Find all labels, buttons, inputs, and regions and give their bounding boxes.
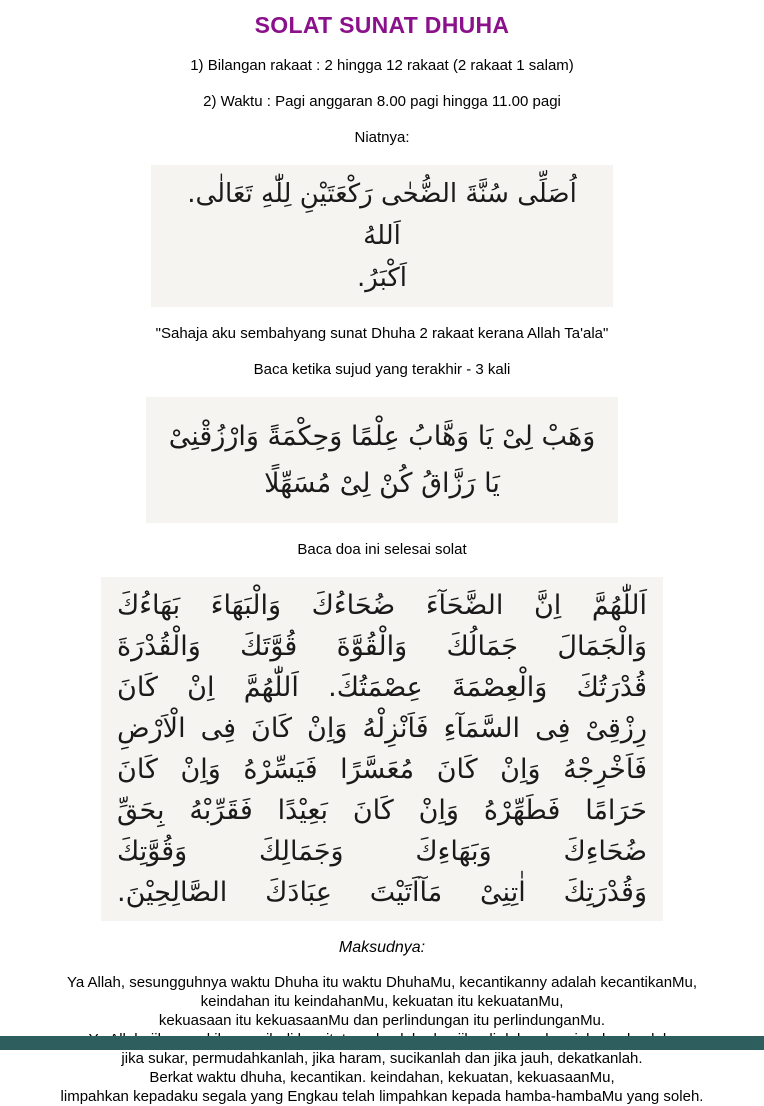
niat-arabic-image	[151, 165, 613, 307]
doa-arabic-line: ضُحَاءِكَ وَبَهَاءِكَ وَجَمَالِكَ وَقُوَّتِكَ	[117, 836, 647, 867]
niat-meaning: "Sahaja aku sembahyang sunat Dhuha 2 rakaat kerana Allah Ta'ala"	[155, 325, 609, 342]
doa-arabic-line: وَقُدْرَتِكَ اٰتِنِىْ مَآاَتَيْتَ عِبَادَكَ الصَّالِحِيْنَ.	[117, 877, 647, 908]
doa-arabic-line: اَللّٰهُمَّ اِنَّ الضَّحَآءَ ضُحَاءُكَ وَالْبَهَاءَ بَهَاءُكَ	[117, 590, 647, 621]
sujud-arabic-line: وَهَبْ لِىْ يَا وَهَّابُ عِلْمًا وَحِكْمَةً وَارْزُقْنِىْ	[168, 421, 596, 452]
doa-arabic-line: حَرَامًا فَطَهِّرْهُ وَاِنْ كَانَ بَعِيْدًا فَقَرِّبْهُ بِحَقِّ	[117, 795, 647, 826]
maksud-line: Ya Allah, sesungguhnya waktu Dhuha itu waktu DhuhaMu, kecantikanny adalah kecantikanMu,	[66, 974, 698, 991]
maksud-line: jika sukar, permudahkanlah, jika haram, sucikanlah dan jika jauh, dekatkanlah.	[121, 1050, 643, 1067]
doa-label: Baca doa ini selesai solat	[297, 541, 467, 558]
maksud-line: Berkat waktu dhuha, kecantikan. keindahan, kekuatan, kekuasaanMu,	[149, 1069, 615, 1086]
doa-arabic-line: رِزْقِىْ فِى السَّمَآءِ فَاَنْزِلْهُ وَاِنْ كَانَ فِى الْاَرْضِ	[117, 713, 647, 744]
maksud-line: kekuasaan itu kekuasaanMu dan perlindungan itu perlindunganMu.	[158, 1012, 606, 1029]
maksud-line: keindahan itu keindahanMu, kekuatan itu kekuatanMu,	[200, 993, 564, 1010]
page-title: SOLAT SUNAT DHUHA	[254, 12, 510, 38]
niat-arabic-line: اُصَلِّى سُنَّةَ الضُّحٰى رَكْعَتَيْنِ لِلّٰهِ تَعَالٰى. اَللهُ	[187, 179, 577, 251]
doa-arabic-line: فَاَخْرِجْهُ وَاِنْ كَانَ مُعَسَّرًا فَيَسِّرْهُ وَاِنْ كَانَ	[117, 754, 647, 785]
maksud-line: limpahkan kepadaku segala yang Engkau telah limpahkan kepada hamba-hambaMu yang soleh.	[60, 1088, 704, 1105]
doa-arabic-image	[101, 577, 663, 921]
maksud-label: Maksudnya:	[338, 939, 426, 956]
rakaat-info: 1) Bilangan rakaat : 2 hingga 12 rakaat (2 rakaat 1 salam)	[190, 57, 574, 74]
footer-bar	[0, 1036, 764, 1050]
doa-arabic-line: وَالْجَمَالَ جَمَالُكَ وَالْقُوَّةَ قُوَّتَكَ وَالْقُدْرَةَ	[117, 631, 647, 662]
sujud-label: Baca ketika sujud yang terakhir - 3 kali	[253, 361, 511, 378]
sujud-arabic-image	[146, 397, 618, 523]
waktu-info: 2) Waktu : Pagi anggaran 8.00 pagi hingga 11.00 pagi	[203, 93, 561, 110]
niat-arabic-line: اَكْبَرُ.	[356, 263, 408, 293]
sujud-arabic-line: يَا رَزَّاقُ كُنْ لِىْ مُسَهِّلًا	[264, 468, 500, 499]
doa-arabic-line: قُدْرَتُكَ وَالْعِصْمَةَ عِصْمَتُكَ. اَللّٰهُمَّ اِنْ كَانَ	[117, 672, 647, 703]
niat-label: Niatnya:	[354, 129, 410, 146]
